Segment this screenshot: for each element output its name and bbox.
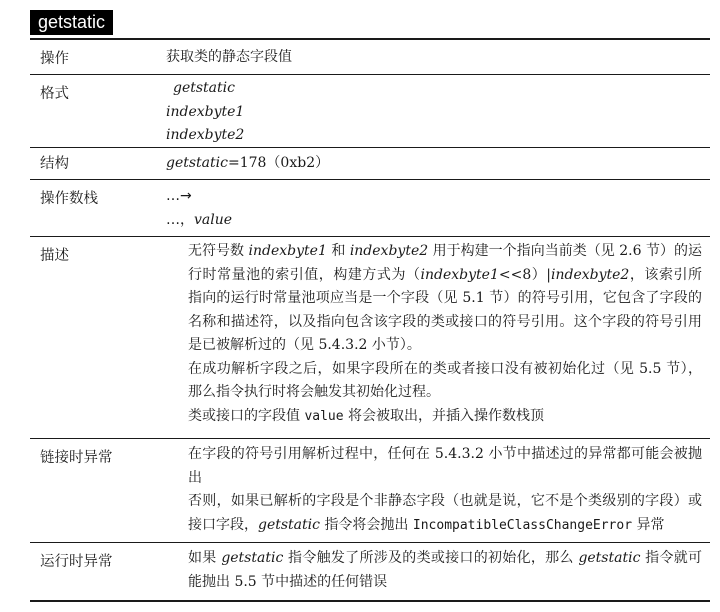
linking-paragraph-2: 否则，如果已解析的字段是个非静态字段（也就是说，它不是个类级别的字段）或接口字段，getstatic 指令将会抛出 IncompatibleClassChangeError 异常 (188, 493, 702, 533)
format-line-indexbyte2: indexbyte2 (166, 127, 245, 143)
description-paragraph-2: 在成功解析字段之后，如果字段所在的类或者接口没有被初始化过（见 5.5 节），那么指令执行时将会触发其初始化过程。 (188, 360, 702, 400)
value-operand-stack (166, 185, 702, 232)
row-operand-stack (30, 180, 710, 236)
stack-after-value: value (194, 211, 233, 228)
value-linking-exceptions (166, 443, 702, 537)
row-linking-exceptions (30, 439, 710, 542)
table-bottom-rule (30, 600, 710, 602)
row-structure (30, 148, 710, 179)
value-runtime-exceptions (166, 547, 702, 594)
description-paragraph-1: 无符号数 indexbyte1 和 indexbyte2 用于构建一个指向当前类（见 2.6 节）的运行时常量池的索引值，构建方式为（indexbyte1<<8）|indexbyte2，该索引所指向的运行时常量池项应当是一个字段（见 5.1 节）的符号引用，它包含了字段的名称和描述符，以及指向包含该字段的类或接口的符号引用。这个字段的符号引用是已被解析过的（见 5.4.3.2 小节）。 (188, 243, 703, 353)
label-description: 描述 (40, 248, 69, 264)
value-structure (166, 152, 702, 176)
format-line-opcode: getstatic (173, 80, 235, 96)
stack-after-prefix: …， (166, 211, 194, 228)
stack-before: …→ (166, 188, 192, 204)
row-operation (30, 40, 710, 74)
stack-after (166, 209, 702, 233)
label-format: 格式 (40, 86, 69, 102)
label-runtime-exceptions: 运行时异常 (40, 554, 113, 570)
instruction-title: getstatic (30, 10, 113, 35)
row-runtime-exceptions (30, 543, 710, 600)
label-operand-stack: 操作数栈 (40, 191, 98, 207)
row-format (30, 75, 710, 147)
structure-code: =178（0xb2） (227, 155, 330, 171)
description-paragraph-3: 类或接口的字段值 value 将会被取出，并插入操作数栈顶 (188, 407, 545, 424)
runtime-paragraph: 如果 getstatic 指令触发了所涉及的类或接口的初始化，那么 getstatic 指令就可能抛出 5.5 节中描述的任何错误 (188, 550, 703, 590)
format-line-indexbyte1: indexbyte1 (166, 103, 245, 120)
linking-paragraph-1: 在字段的符号引用解析过程中，任何在 5.4.3.2 小节中描述过的异常都可能会被抛出 (188, 446, 702, 486)
value-description (166, 240, 702, 428)
label-structure: 结构 (40, 156, 69, 172)
row-description (30, 237, 710, 438)
value-operation: 获取类的静态字段值 (166, 49, 292, 65)
label-operation: 操作 (40, 51, 69, 67)
label-linking-exceptions: 链接时异常 (40, 450, 113, 466)
value-format (166, 77, 702, 148)
structure-name: getstatic (166, 155, 228, 171)
